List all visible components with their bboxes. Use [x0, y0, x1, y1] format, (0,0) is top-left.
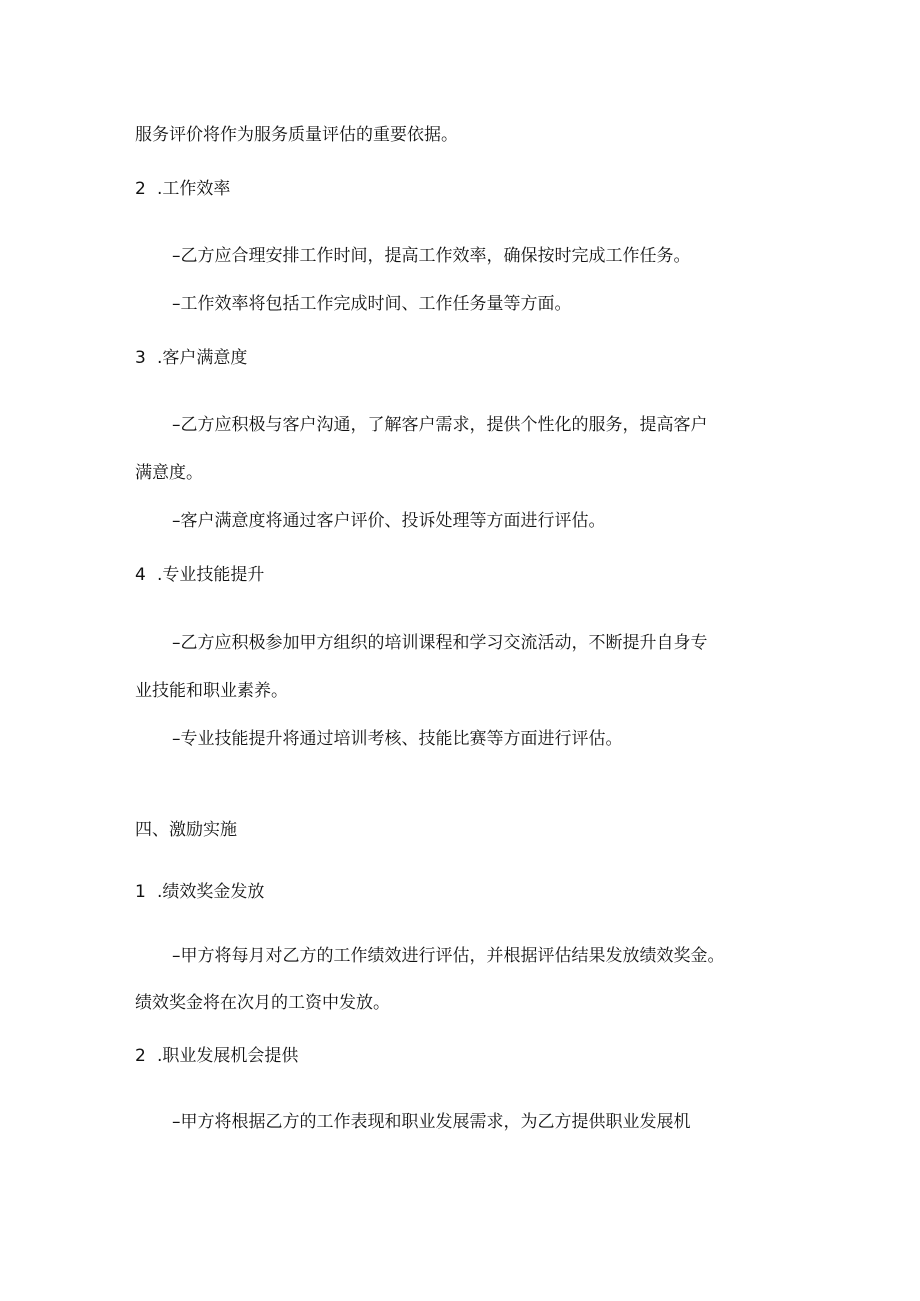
- paragraph-line: 业技能和职业素养。: [135, 681, 288, 701]
- section-heading-2b: [135, 1044, 298, 1068]
- section-number: 2: [135, 1046, 146, 1066]
- paragraph-line: –乙方应积极参加甲方组织的培训课程和学习交流活动，不断提升自身专: [172, 633, 708, 653]
- chapter-heading: 四、激励实施: [135, 820, 237, 840]
- paragraph-line: –专业技能提升将通过培训考核、技能比赛等方面进行评估。: [172, 729, 623, 749]
- section-title: .绩效奖金发放: [157, 882, 265, 902]
- section-title: .职业发展机会提供: [157, 1046, 299, 1066]
- section-title: .专业技能提升: [157, 565, 265, 585]
- paragraph-line: 满意度。: [135, 463, 203, 483]
- section-heading-3: [135, 346, 247, 370]
- paragraph-line: –工作效率将包括工作完成时间、工作任务量等方面。: [172, 294, 572, 314]
- paragraph-line: 绩效奖金将在次月的工资中发放。: [135, 993, 390, 1013]
- section-heading-2: [135, 177, 230, 201]
- section-heading-4: [135, 563, 264, 587]
- section-number: 1: [135, 882, 146, 902]
- section-number: 3: [135, 348, 146, 368]
- paragraph-line: –甲方将根据乙方的工作表现和职业发展需求，为乙方提供职业发展机: [172, 1112, 691, 1132]
- section-heading-1: [135, 880, 264, 904]
- paragraph-line: –客户满意度将通过客户评价、投诉处理等方面进行评估。: [172, 511, 606, 531]
- paragraph-line: 服务评价将作为服务质量评估的重要依据。: [135, 125, 458, 145]
- section-title: .工作效率: [157, 179, 231, 199]
- section-number: 4: [135, 565, 146, 585]
- paragraph-line: –乙方应积极与客户沟通，了解客户需求，提供个性化的服务，提高客户: [172, 415, 708, 435]
- section-number: 2: [135, 179, 146, 199]
- paragraph-line: –甲方将每月对乙方的工作绩效进行评估，并根据评估结果发放绩效奖金。: [172, 946, 725, 966]
- section-title: .客户满意度: [157, 348, 248, 368]
- paragraph-line: –乙方应合理安排工作时间，提高工作效率，确保按时完成工作任务。: [172, 246, 691, 266]
